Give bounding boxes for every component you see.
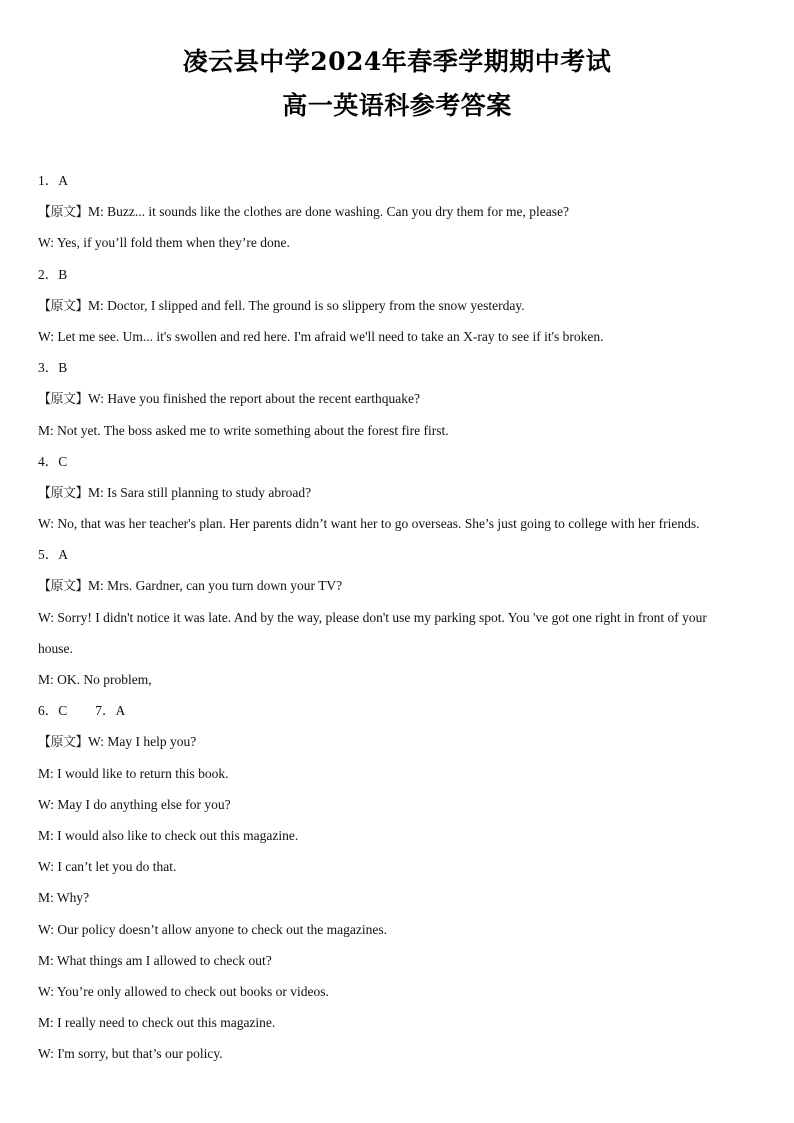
dialogue-text: W: Sorry! I didn't notice it was late. And by the way, please don't use my parking spot. You 've got one right in front of your — [38, 609, 707, 625]
transcript-tag: 【原文】 — [38, 298, 89, 314]
answer-content — [38, 165, 758, 1069]
dialogue-text: W: May I do anything else for you? — [38, 796, 231, 812]
answer-line — [38, 539, 758, 570]
answer-text: 2．B — [38, 266, 68, 282]
dialogue-line — [38, 508, 758, 539]
dialogue-line — [38, 1038, 758, 1069]
transcript-text: M: Is Sara still planning to study abroad? — [88, 484, 312, 500]
transcript-tag: 【原文】 — [38, 392, 89, 408]
dialogue-line — [38, 227, 758, 258]
dialogue-line — [38, 415, 758, 446]
answer-line — [38, 165, 758, 196]
dialogue-line — [38, 758, 758, 789]
dialogue-text: M: I really need to check out this magazine. — [38, 1015, 276, 1031]
dialogue-text: M: I would like to return this book. — [38, 765, 229, 781]
answer-text: 4．C — [38, 453, 68, 469]
dialogue-text: M: Why? — [38, 890, 90, 906]
dialogue-line — [38, 976, 758, 1007]
dialogue-text: M: Not yet. The boss asked me to write something about the forest fire first. — [38, 422, 449, 438]
transcript-text: W: May I help you? — [88, 734, 197, 750]
transcript-text: M: Mrs. Gardner, can you turn down your TV? — [88, 578, 343, 594]
answer-text: 6．C — [38, 703, 68, 719]
dialogue-line — [38, 914, 758, 945]
answer-line — [38, 259, 758, 290]
dialogue-text: M: OK. No problem, — [38, 672, 152, 687]
transcript-text: M: Buzz... it sounds like the clothes are done washing. Can you dry them for me, please? — [88, 204, 570, 220]
transcript-line — [38, 290, 758, 321]
transcript-tag: 【原文】 — [38, 205, 89, 221]
dialogue-line — [38, 664, 758, 695]
answer-text: 5．A — [38, 547, 68, 563]
answer-line — [38, 352, 758, 383]
transcript-line — [38, 570, 758, 601]
answer-line — [38, 446, 758, 477]
answer-text: 7．A — [95, 703, 126, 719]
transcript-text: M: Doctor, I slipped and fell. The ground is so slippery from the snow yesterday. — [88, 297, 525, 313]
dialogue-text: W: Let me see. Um... it's swollen and red here. I'm afraid we'll need to take an X-ray to see if it's broken. — [38, 328, 604, 344]
dialogue-line — [38, 820, 758, 851]
dialogue-line — [38, 321, 758, 352]
transcript-tag: 【原文】 — [38, 485, 89, 501]
transcript-line — [38, 726, 758, 757]
answer-text: 3．B — [38, 360, 68, 376]
dialogue-line — [38, 633, 758, 664]
dialogue-line — [38, 945, 758, 976]
dialogue-text: M: I would also like to check out this magazine. — [38, 827, 299, 843]
dialogue-text: house. — [38, 640, 73, 656]
transcript-tag: 【原文】 — [38, 579, 89, 595]
answer-line — [38, 695, 758, 726]
transcript-text: W: Have you finished the report about the recent earthquake? — [88, 391, 420, 407]
dialogue-text: W: I'm sorry, but that’s our policy. — [38, 1046, 223, 1062]
dialogue-text: W: You’re only allowed to check out books or videos. — [38, 983, 329, 999]
document-title: 凌云县中学2024年春季学期期中考试 — [182, 47, 612, 76]
transcript-line — [38, 383, 758, 414]
transcript-line — [38, 196, 758, 227]
dialogue-text: W: No, that was her teacher's plan. Her parents didn’t want her to go overseas. She’s just going to college with her friends. — [38, 516, 700, 532]
dialogue-line — [38, 789, 758, 820]
transcript-line — [38, 477, 758, 508]
answer-text: 1．A — [38, 173, 68, 188]
dialogue-line — [38, 1007, 758, 1038]
dialogue-line — [38, 602, 758, 633]
document-subtitle: 高一英语科参考答案 — [282, 91, 512, 120]
dialogue-line — [38, 851, 758, 882]
dialogue-text: W: I can’t let you do that. — [38, 859, 177, 875]
dialogue-text: W: Our policy doesn’t allow anyone to check out the magazines. — [38, 921, 388, 937]
dialogue-text: M: What things am I allowed to check out? — [38, 952, 272, 968]
dialogue-text: W: Yes, if you’ll fold them when they’re done. — [38, 235, 290, 251]
transcript-tag: 【原文】 — [38, 735, 89, 751]
dialogue-line — [38, 882, 758, 913]
